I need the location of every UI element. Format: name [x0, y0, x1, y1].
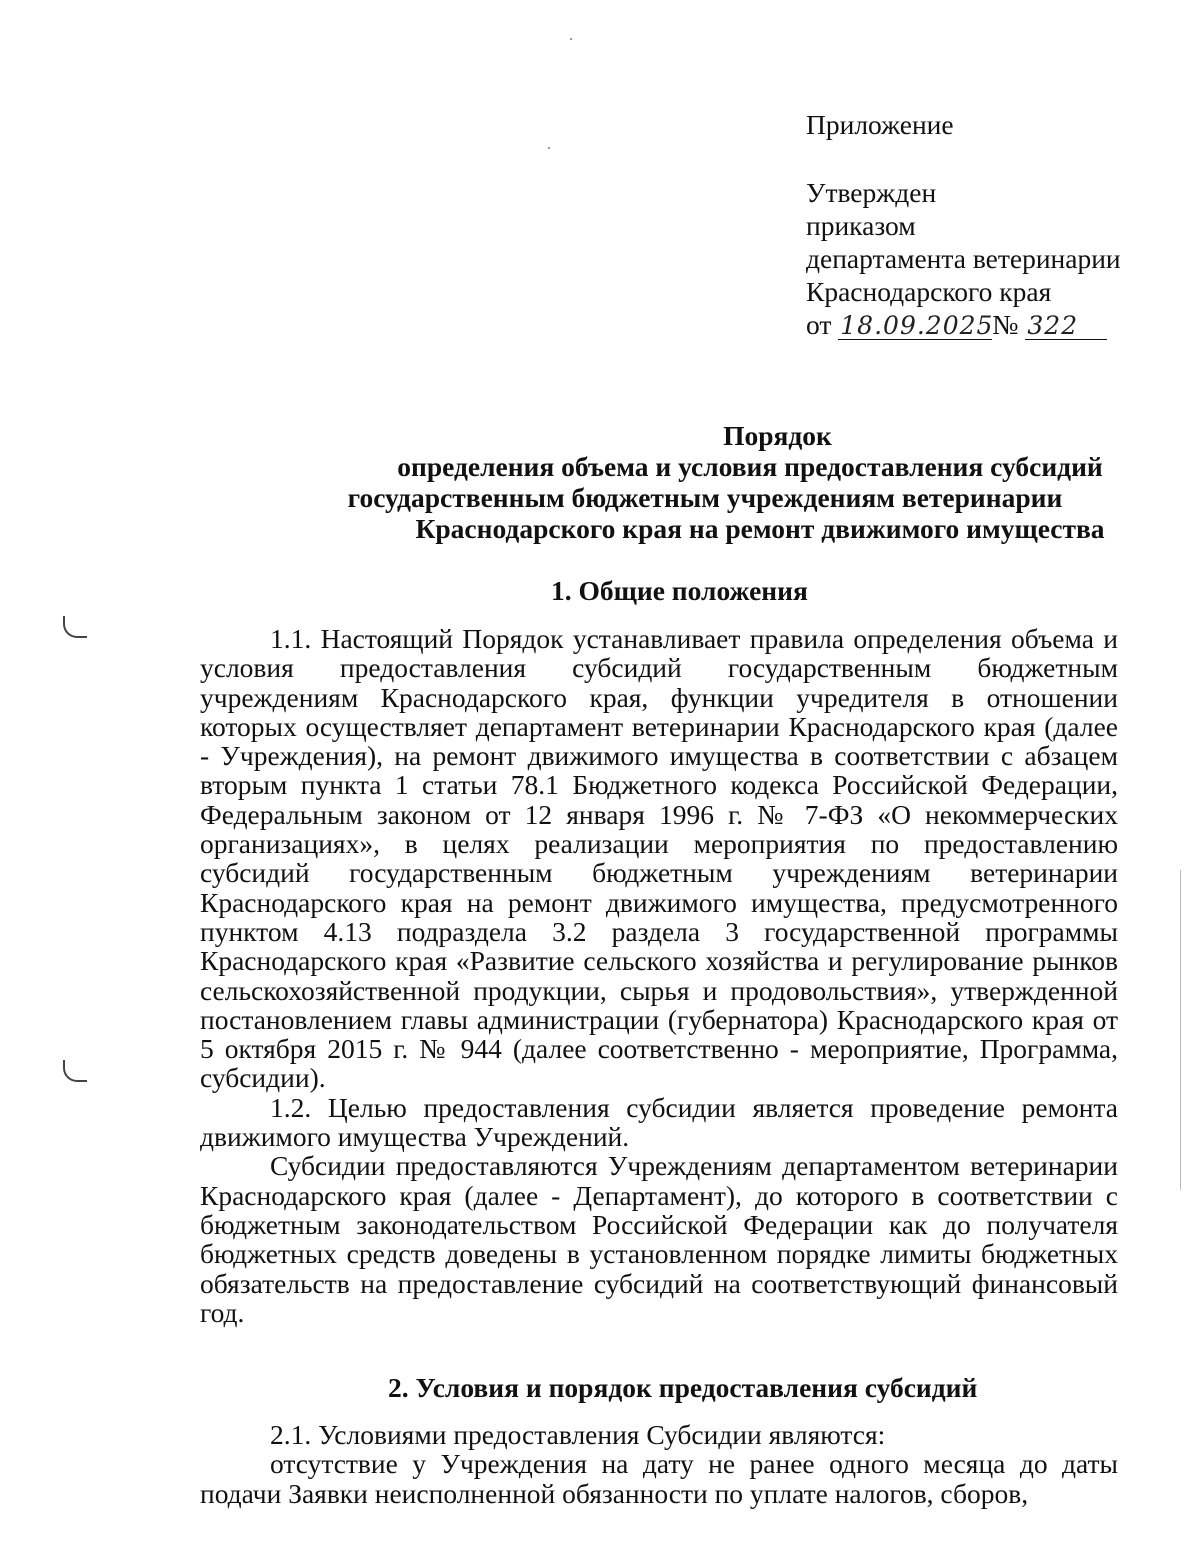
section-body — [200, 1420, 1118, 1508]
document-title — [200, 420, 1200, 544]
approval-line: Краснодарского края — [806, 276, 1052, 307]
paragraph: Субсидии предоставляются Учреждениям департаментом ветеринарии Краснодарского края (далее - Департамент), до которого в соответствии с бюджетным законодательством Российской Федерации как до получателя бюджетных средств доведены в установленном порядке лимиты бюджетных обязательств на предоставление субсидий на соответствующий финансовый год. — [200, 1150, 1118, 1328]
margin-mark — [63, 1060, 87, 1082]
approval-line: Утвержден — [806, 177, 937, 208]
section-body — [200, 624, 1118, 1327]
approval-block — [806, 108, 1121, 341]
paragraph: 1.1. Настоящий Порядок устанавливает правила определения объема и условия предоставления субсидий государственным бюджетным учреждениям Краснодарского края, функции учредителя в отношении которых осуществляет департамент ветеринарии Краснодарского края (далее - Учреждения), на ремонт движимого имущества в соответствии с абзацем вторым пункта 1 статьи 78.1 Бюджетного кодекса Российской Федерации, Федеральным законом от 12 января 1996 г. № 7-ФЗ «О некоммерческих организациях», в целях реализации мероприятия по предоставлению субсидий государственным бюджетным учреждениям ветеринарии Краснодарского края на ремонт движимого имущества, предусмотренного пунктом 4.13 подраздела 3.2 раздела 3 государственной программы Краснодарского края «Развитие сельского хозяйства и регулирование рынков сельскохозяйственной продукции, сырья и продовольствия», утвержденной постановлением главы администрации (губернатора) Краснодарского края от 5 октября 2015 г. № 944 (далее соответственно - мероприятие, Программа, субсидии). — [200, 623, 1118, 1094]
title-line: определения объема и условия предоставления субсидий — [397, 451, 1103, 482]
section-heading: 2. Условия и порядок предоставления субсидий — [388, 1372, 978, 1403]
approval-line: приказом — [806, 210, 916, 241]
paragraph: 1.2. Целью предоставления субсидии является проведение ремонта движимого имущества Учреждений. — [200, 1091, 1118, 1153]
title-line: государственным бюджетным учреждениям ветеринарии — [347, 482, 1063, 513]
handwritten-date: 18.09.2025 — [840, 311, 994, 340]
margin-mark — [63, 616, 87, 638]
from-label: от — [806, 309, 832, 340]
order-date-number-line — [806, 308, 1107, 341]
scan-speck — [570, 38, 572, 40]
scan-speck — [548, 147, 550, 149]
handwritten-number: 322 — [1025, 313, 1107, 340]
number-label: № — [992, 309, 1019, 340]
title-line: Порядок — [723, 420, 832, 451]
title-line: Краснодарского края на ремонт движимого имущества — [415, 513, 1105, 544]
appendix-label: Приложение — [806, 109, 954, 140]
section-heading: 1. Общие положения — [551, 575, 808, 606]
approval-line: департамента ветеринарии — [806, 243, 1121, 274]
scan-edge-line — [1180, 870, 1181, 1190]
paragraph: отсутствие у Учреждения на дату не ранее одного месяца до даты подачи Заявки неисполненной обязанности по уплате налогов, сборов, — [200, 1448, 1118, 1509]
paragraph: 2.1. Условиями предоставления Субсидии являются: — [270, 1419, 886, 1450]
